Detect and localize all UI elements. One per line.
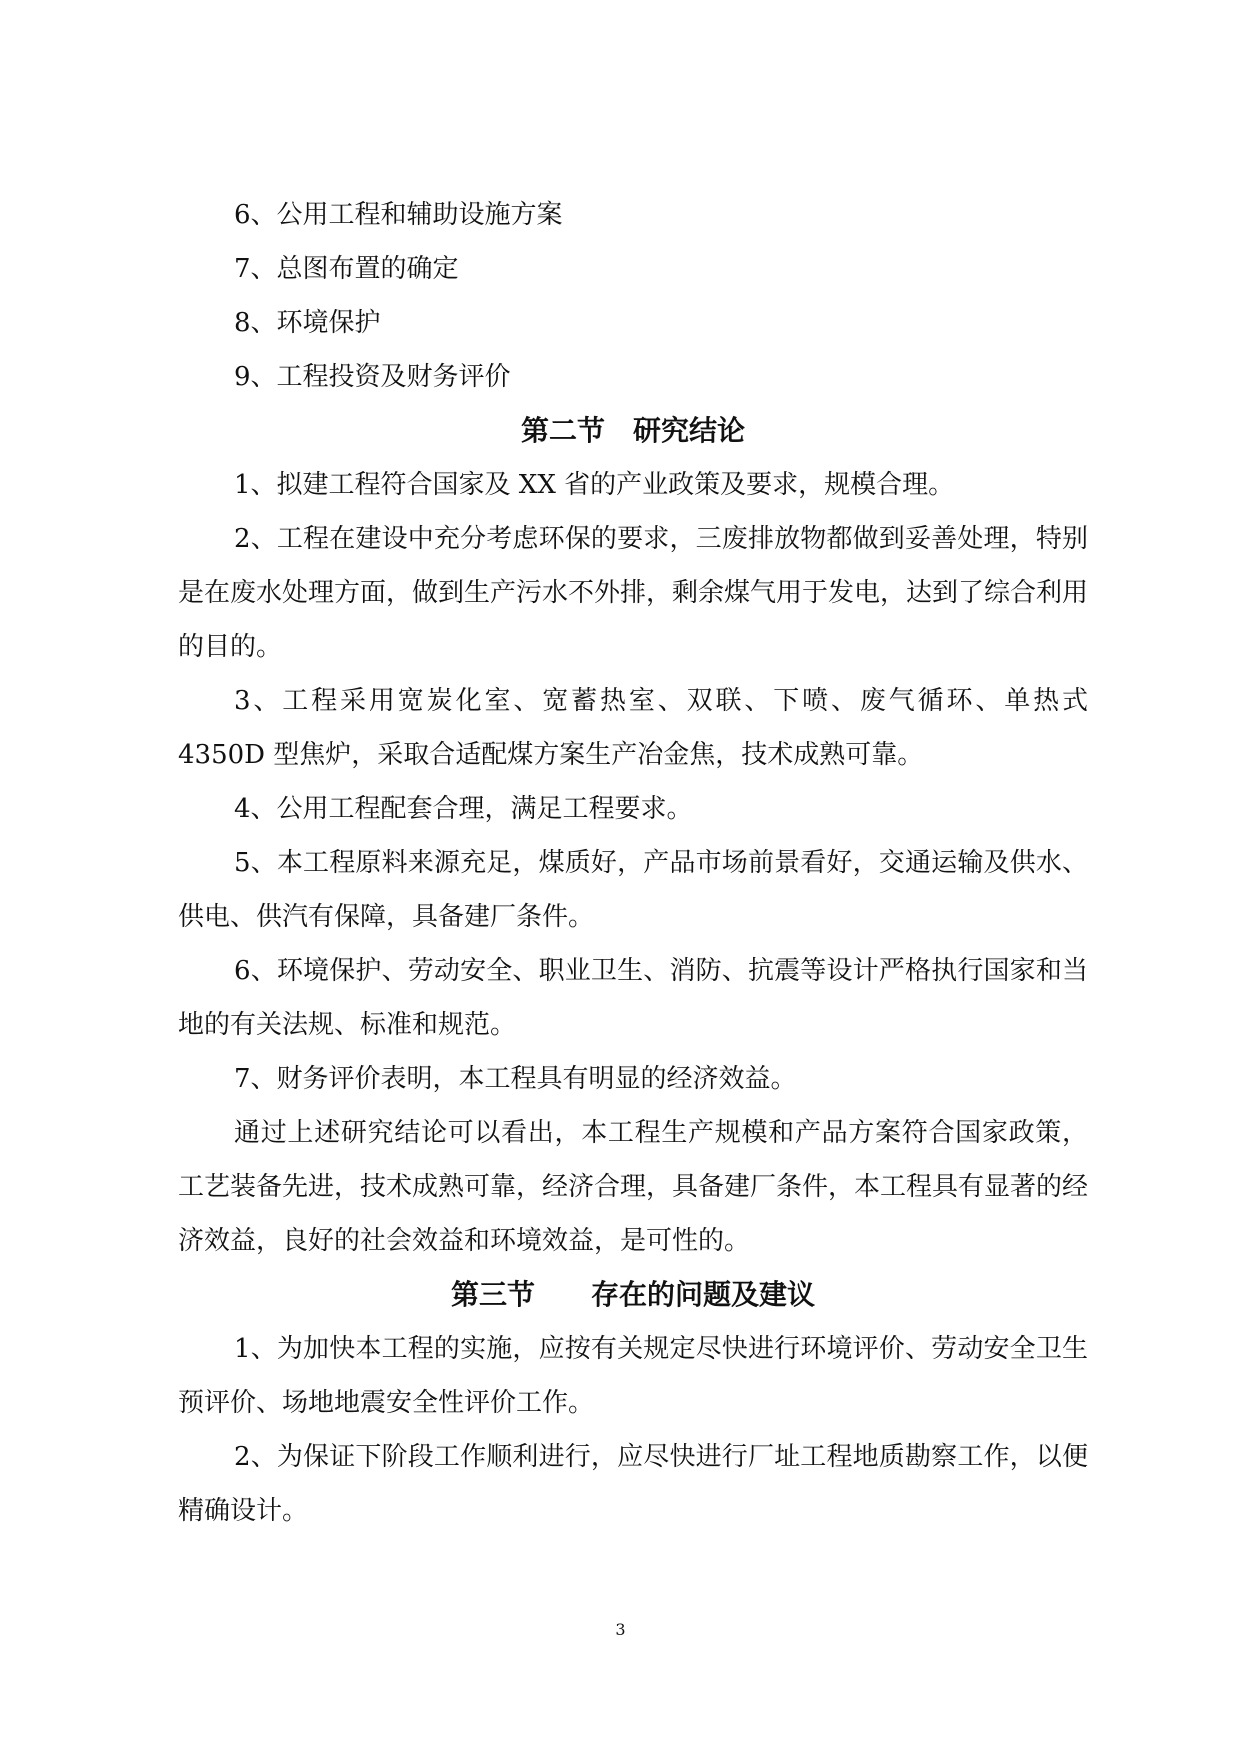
page-content bbox=[178, 188, 1088, 1538]
paragraph: 1、为加快本工程的实施，应按有关规定尽快进行环境评价、劳动安全卫生预评价、场地地震安全性评价工作。 bbox=[178, 1334, 1088, 1418]
paragraph: 1、拟建工程符合国家及 XX 省的产业政策及要求，规模合理。 bbox=[234, 470, 955, 500]
paragraph: 5、本工程原料来源充足，煤质好，产品市场前景看好，交通运输及供水、供电、供汽有保障，具备建厂条件。 bbox=[178, 848, 1088, 932]
paragraph: 4、公用工程配套合理，满足工程要求。 bbox=[234, 794, 693, 824]
list-item: 9、工程投资及财务评价 bbox=[234, 362, 511, 392]
list-item: 7、总图布置的确定 bbox=[234, 254, 459, 284]
paragraph: 2、工程在建设中充分考虑环保的要求，三废排放物都做到妥善处理，特别是在废水处理方面，做到生产污水不外排，剩余煤气用于发电，达到了综合利用的目的。 bbox=[178, 524, 1089, 662]
list-item: 6、公用工程和辅助设施方案 bbox=[234, 200, 563, 230]
page-number: 3 bbox=[615, 1620, 626, 1639]
paragraph: 3、工程采用宽炭化室、宽蓄热室、双联、下喷、废气循环、单热式 4350D 型焦炉，采取合适配煤方案生产冶金焦，技术成熟可靠。 bbox=[178, 686, 1088, 770]
paragraph: 2、为保证下阶段工作顺利进行，应尽快进行厂址工程地质勘察工作，以便精确设计。 bbox=[178, 1442, 1088, 1526]
section-heading: 第二节 研究结论 bbox=[520, 414, 745, 447]
paragraph: 7、财务评价表明，本工程具有明显的经济效益。 bbox=[234, 1064, 797, 1094]
list-item: 8、环境保护 bbox=[234, 308, 381, 338]
paragraph: 通过上述研究结论可以看出，本工程生产规模和产品方案符合国家政策，工艺装备先进，技术成熟可靠，经济合理，具备建厂条件，本工程具有显著的经济效益，良好的社会效益和环境效益，是可性的。 bbox=[178, 1118, 1089, 1256]
section-heading: 第三节 存在的问题及建议 bbox=[450, 1278, 815, 1311]
paragraph: 6、环境保护、劳动安全、职业卫生、消防、抗震等设计严格执行国家和当地的有关法规、标准和规范。 bbox=[178, 956, 1088, 1040]
